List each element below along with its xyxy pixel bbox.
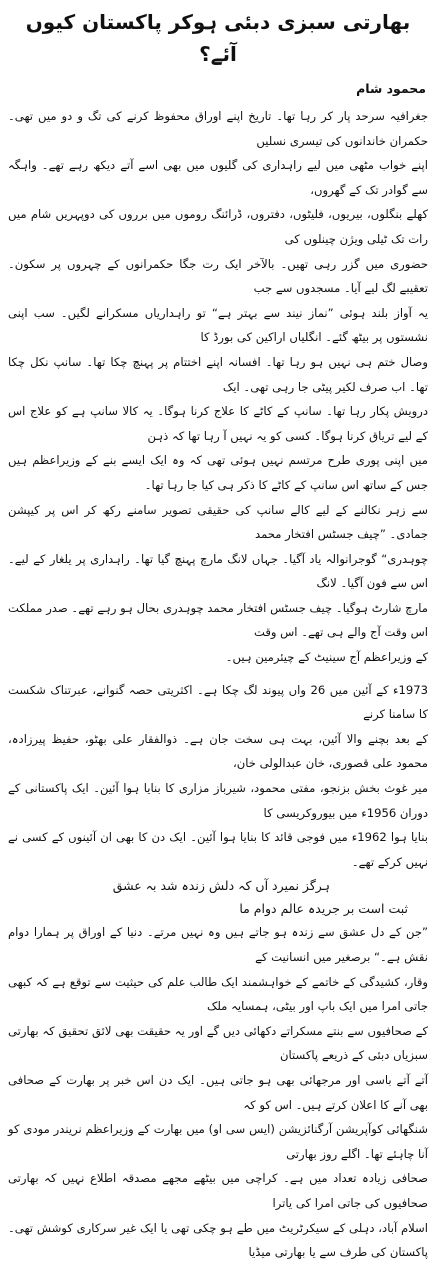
text-line: کے بعد بچنے والا آئین، بہت ہی سخت جان ہے۔ ذوالفقار علی بھٹو، حفیظ پیرزادہ، محمود علی قصوری، خان عبدالولی خان،: [8, 731, 428, 771]
text-line: جغرافیہ سرحد پار کر رہا تھا۔ تاریخ اپنے اوراق محفوظ کرنے کی تگ و دو میں تھی۔ حکمران خاندانوں کی تیسری نسلیں: [8, 109, 428, 148]
text-line: کے صحافیوں سے بنتے مسکراتے دکھائی دیں گے اور یہ حقیقت بھی لائق تحقیق کہ بھارتی سبزیاں دبئی کے ذریعے پاکستان: [8, 1023, 428, 1063]
paragraph-block-2: [8, 678, 428, 875]
text-line: وصال ختم ہی نہیں ہو رہا تھا۔ افسانہ اپنے اختتام پر پہنچ چکا تھا۔ سانپ نکل چکا تھا۔ اب صرف لکیر پیٹی جا رہی تھی۔ ایک: [8, 354, 428, 394]
text-line: درویش پکار رہا تھا۔ سانپ کے کاٹے کا علاج کرنا ہوگا۔ یہ کالا سانپ ہے کو علاج اس کے لیے تریاق کرنا ہوگا۔ کسی کو یہ نہیں آ رہا تھا کہ ذہن: [8, 404, 428, 443]
text-line: سے زہر نکالنے کے لیے کالے سانپ کی حقیقی تصویر سامنے رکھ کر اس پر کیپشن جمادی۔ ”چیف جسٹس افتخار محمد: [8, 502, 428, 542]
text-line: میر غوث بخش بزنجو، مفتی محمود، شیرباز مزاری کا بنایا ہوا آئین۔ ایک پاکستانی کے دوران 1956ء میں بیوروکریسی کا: [8, 781, 428, 820]
text-line: مارچ شارٹ ہوگیا۔ چیف جسٹس افتخار محمد چوہدری بحال ہو رہے تھے۔ صدر مملکت اس وقت آج والے ہی تھے۔ اس وقت: [7, 600, 428, 640]
text-line: چوہدری“ گوجرانوالہ یاد آگیا۔ جہاں لانگ مارچ پہنچ گیا تھا۔ راہداری پر یلغار کے لیے۔ اس سے فون آگیا۔ لانگ: [8, 551, 428, 591]
text-line: آتے آتے باسی اور مرجھائی بھی ہو جاتی ہیں۔ ایک دن اس خبر پر بھارت کے صحافی بھی آنے کا اعلان کرتے ہیں۔ اس کو کہ: [8, 1072, 428, 1112]
article-headline: بھارتی سبزی دبئی ہوکر پاکستان کیوں آئے؟: [25, 10, 411, 66]
text-line: وقار، کشیدگی کے خاتمے کے خواہشمند ایک طالب علم کی حیثیت سے توقع ہے کہ کبھی جاتی امرا میں ایک باپ اور بیٹی، ہمسایہ ملک: [8, 974, 428, 1014]
text-line: ”جن کے دل عشق سے زندہ ہو جاتے ہیں وہ نہیں مرتے۔ دنیا کے اوراق پر ہمارا دوام نقش ہے۔“ برصغیر میں انسانیت کے: [8, 925, 428, 964]
paragraph-block-3: [8, 920, 428, 1264]
text-line: کے وزیراعظم آج سینیٹ کے چیئرمین ہیں۔: [225, 650, 428, 665]
text-line: یہ آواز بلند ہوئی ”نماز نیند سے بہتر ہے“ تو راہداریاں مسکرانے لگیں۔ سب اپنی نشستوں پر بیٹھ گئے۔ انگلیاں اراکین کی بورڈ کا: [8, 305, 428, 345]
text-line: 1973ء کے آئین میں 26 واں پیوند لگ چکا ہے۔ اکثریتی حصہ گنوانے، عبرتناک شکست کا سامنا کرنے: [8, 682, 428, 722]
text-line: اسلام آباد، دہلی کے سیکرٹریٹ میں طے ہو چکی تھی یا ایک غیر سرکاری کوشش تھی۔ پاکستان کی طرف سے یا بھارتی میڈیا: [8, 1220, 428, 1260]
text-line: اپنے خواب مٹھی میں لیے راہداری کی گلیوں میں بھی اسے آتے دیکھ رہے تھے۔ واہگہ سے گوادر تک کے گھروں،: [8, 158, 428, 197]
paragraph-block-1: [8, 104, 428, 670]
text-line: کھلے بنگلوں، بیریوں، فلیٹوں، دفتروں، ڈرائنگ روموں میں برروں کی دوپہریں شام میں رات تک ٹیلی ویژن چینلوں کی: [8, 207, 428, 246]
text-line: بنایا ہوا 1962ء میں فوجی قائد کا بنایا ہوا آئین۔ ایک دن کا بھی ان آئینوں کے کسی نے نہیں کرکے تھے۔: [8, 830, 428, 869]
text-line: حضوری میں گزر رہی تھیں۔ بالآخر ایک رت جگا حکمرانوں کے چہروں پر سکون۔ تعقیبے لگ لیے آیا۔ مسجدوں سے جب: [8, 256, 428, 296]
text-line: شنگھائی کوآپریشن آرگنائزیشن (ایس سی او) میں بھارت کے وزیراعظم نریندر مودی کو آنا چاہئے تھا۔ اگلے روز بھارتی: [8, 1122, 428, 1161]
persian-verse-line-1: ہرگز نمیرد آں کہ دلش زندہ شد بہ عشق: [112, 878, 330, 894]
author-byline: محمود شام: [356, 81, 426, 96]
text-line: صحافی زیادہ تعداد میں ہے۔ کراچی میں بیٹھے مجھے مصدقہ اطلاع نہیں کہ بھارتی صحافیوں کی جاتی امرا کی یاترا: [8, 1171, 428, 1210]
persian-verse-line-2: ثبت است بر جریدہ عالم دوام ما: [239, 901, 408, 917]
text-line: میں اپنی پوری طرح مرتسم نہیں ہوئی تھی کہ وہ ایک ایسے بنے کے وزیراعظم ہیں جس کے ساتھ اس سانپ کے کاٹے کا ذکر ہی کیا جا رہا تھا۔: [8, 453, 428, 492]
